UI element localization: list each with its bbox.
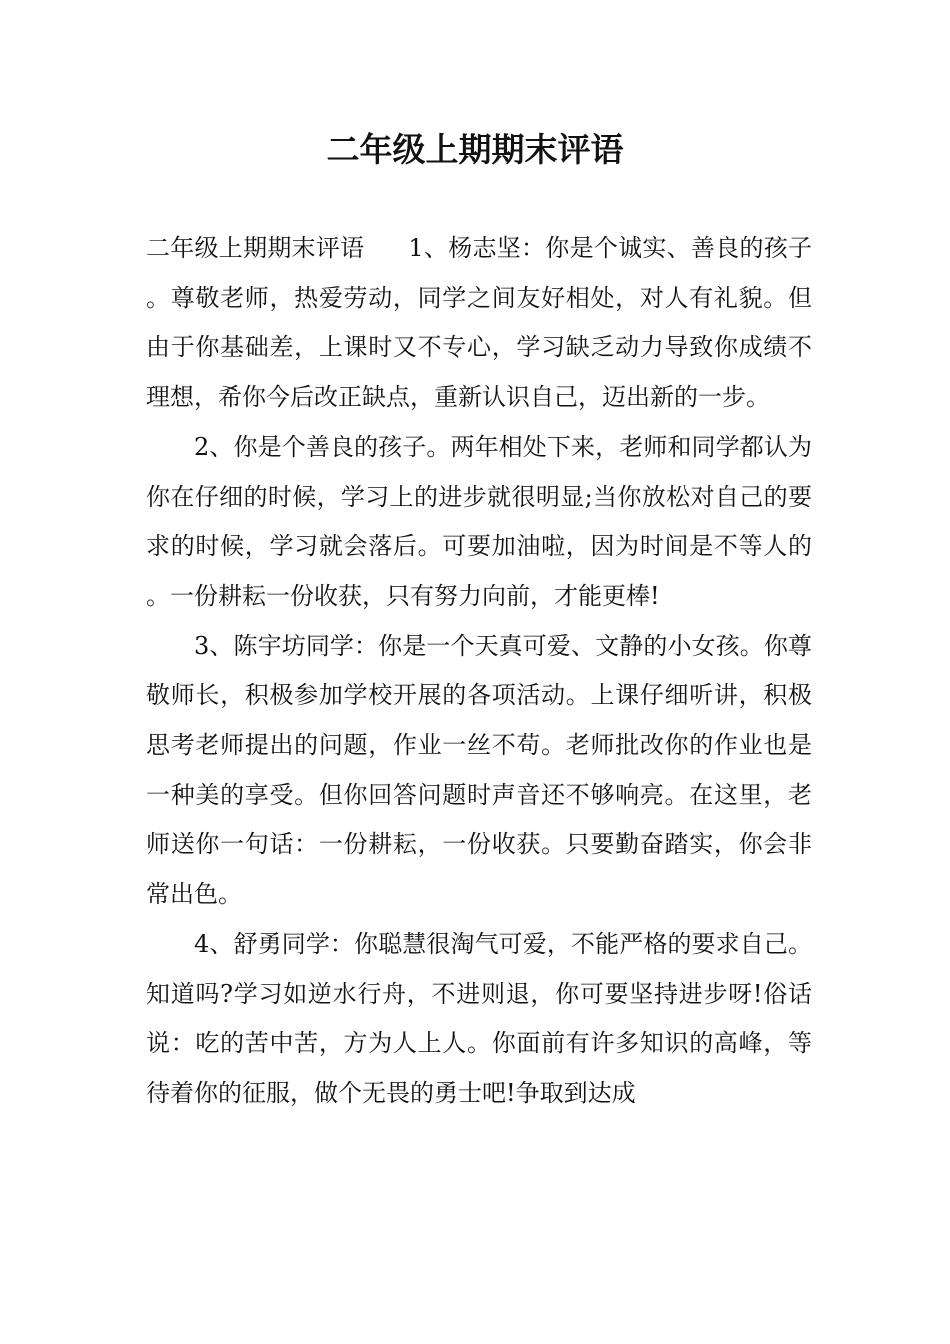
paragraph-1 (146, 224, 812, 423)
paragraph-2: 2、你是个善良的孩子。两年相处下来，老师和同学都认为你在仔细的时候，学习上的进步就很明显;当你放松对自己的要求的时候，学习就会落后。可要加油啦，因为时间是不等人的。一份耕耘一份收获，只有努力向前，才能更棒! (146, 432, 812, 610)
paragraph-3: 3、陈宇坊同学：你是一个天真可爱、文静的小女孩。你尊敬师长，积极参加学校开展的各项活动。上课仔细听讲，积极思考老师提出的问题，作业一丝不苟。老师批改你的作业也是一种美的享受。但你回答问题时声音还不够响亮。在这里，老师送你一句话：一份耕耘，一份收获。只要勤奋踏实，你会非常出色。 (146, 631, 812, 909)
paragraph-1-text: 1、杨志坚：你是个诚实、善良的孩子。尊敬老师，热爱劳动，同学之间友好相处，对人有礼貌。但由于你基础差，上课时又不专心，学习缺乏动力导致你成绩不理想，希你今后改正缺点，重新认识自己，迈出新的一步。 (146, 234, 812, 412)
document-title: 二年级上期期末评语 (326, 130, 624, 169)
lead-heading: 二年级上期期末评语 (146, 234, 365, 262)
paragraph-4: 4、舒勇同学：你聪慧很淘气可爱，不能严格的要求自己。知道吗?学习如逆水行舟，不进则退，你可要坚持进步呀!俗话说：吃的苦中苦，方为人上人。你面前有许多知识的高峰，等待着你的征服，做个无畏的勇士吧!争取到达成 (146, 929, 812, 1107)
document-body (146, 224, 812, 1119)
